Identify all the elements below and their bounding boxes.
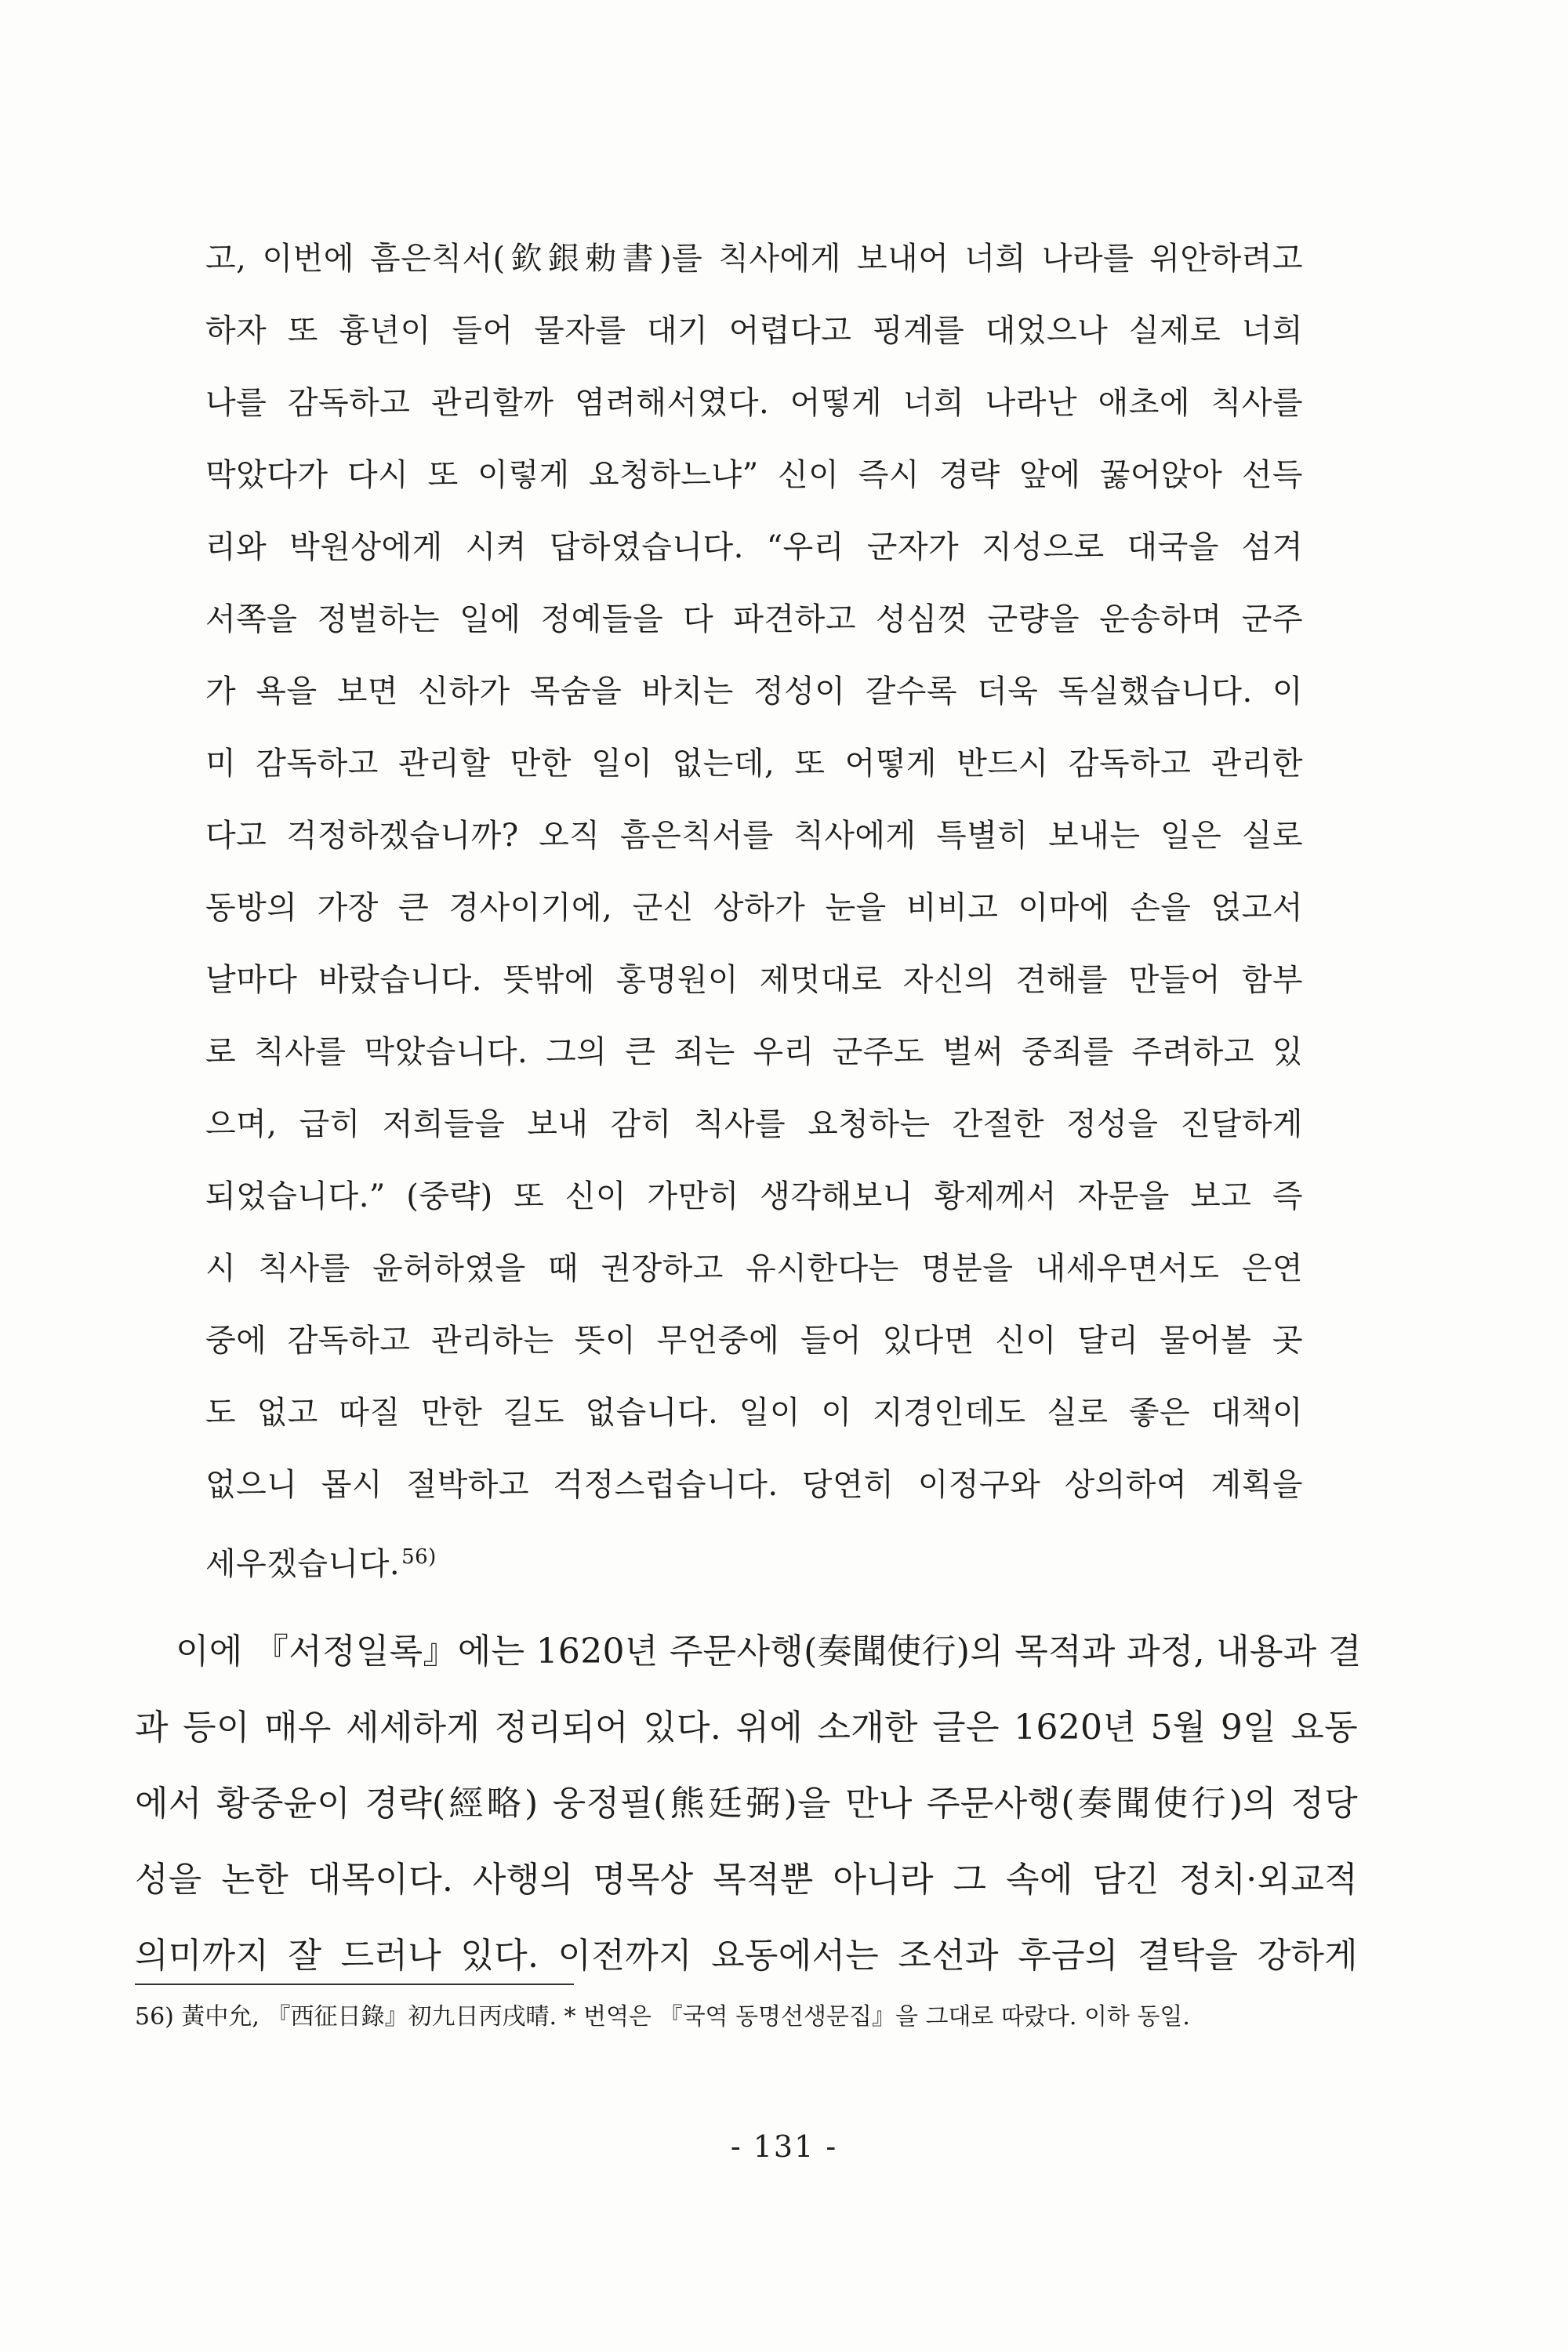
quote-line: 나를 감독하고 관리할까 염려해서였다. 어떻게 너희 나라난 애초에 칙사를 [205, 385, 1303, 421]
quote-line: 으며, 급히 저희들을 보내 감히 칙사를 요청하는 간절한 정성을 진달하게 [205, 1106, 1303, 1142]
quote-line: 다고 걱정하겠습니까? 오직 흠은칙서를 칙사에게 특별히 보내는 일은 실로 [205, 818, 1303, 854]
quote-line: 고, 이번에 흠은칙서(欽銀勅書)를 칙사에게 보내어 너희 나라를 위안하려고 [205, 241, 1303, 277]
paragraph-line: 과 등이 매우 세세하게 정리되어 있다. 위에 소개한 글은 1620년 5월 9일 요동 [135, 1708, 1358, 1748]
body-paragraph [135, 1613, 1362, 1994]
quote-line: 없으니 몹시 절박하고 걱정스럽습니다. 당연히 이정구와 상의하여 계획을 [205, 1467, 1303, 1503]
quote-line: 서쪽을 정벌하는 일에 정예들을 다 파견하고 성심껏 군량을 운송하며 군주 [205, 601, 1303, 637]
quote-line: 날마다 바랐습니다. 뜻밖에 홍명원이 제멋대로 자신의 견해를 만들어 함부 [205, 962, 1303, 998]
quote-line: 막았다가 다시 또 이렇게 요청하느냐” 신이 즉시 경략 앞에 꿇어앉아 선득 [205, 457, 1303, 493]
quote-line: 동방의 가장 큰 경사이기에, 군신 상하가 눈을 비비고 이마에 손을 얹고서 [205, 890, 1303, 926]
footnote: 56) 黃中允, 『西征日錄』初九日丙戌晴. * 번역은 『국역 동명선생문집』을 그대로 따랐다. 이하 동일. [135, 2003, 1190, 2031]
footnote-reference[interactable]: 56) [401, 1545, 437, 1569]
quote-line: 도 없고 따질 만한 길도 없습니다. 일이 이 지경인데도 실로 좋은 대책이 [205, 1395, 1303, 1431]
paragraph-line: 에서 황중윤이 경략(經略) 웅정필(熊廷弼)을 만나 주문사행(奏聞使行)의 정당 [135, 1784, 1358, 1824]
page-number: - 131 - [730, 2129, 838, 2164]
paragraph-line: 이에 『서정일록』에는 1620년 주문사행(奏聞使行)의 목적과 과정, 내용과 결 [176, 1632, 1362, 1671]
quote-line: 미 감독하고 관리할 만한 일이 없는데, 또 어떻게 반드시 감독하고 관리한 [205, 746, 1303, 782]
quote-line-last [205, 1521, 1303, 1593]
paragraph-line: 성을 논한 대목이다. 사행의 명목상 목적뿐 아니라 그 속에 담긴 정치·외교적 [135, 1860, 1358, 1900]
quote-line: 가 욕을 보면 신하가 목숨을 바치는 정성이 갈수록 더욱 독실했습니다. 이 [205, 673, 1303, 710]
quote-line: 로 칙사를 막았습니다. 그의 큰 죄는 우리 군주도 벌써 중죄를 주려하고 있 [205, 1034, 1303, 1070]
block-quote [205, 223, 1303, 1593]
footnote-divider [135, 1984, 574, 1985]
quote-line: 되었습니다.” (중략) 또 신이 가만히 생각해보니 황제께서 자문을 보고 즉 [205, 1178, 1303, 1214]
quote-line-text: 세우겠습니다. [205, 1546, 401, 1582]
quote-line: 중에 감독하고 관리하는 뜻이 무언중에 들어 있다면 신이 달리 물어볼 곳 [205, 1323, 1303, 1359]
quote-line: 하자 또 흉년이 들어 물자를 대기 어렵다고 핑계를 대었으나 실제로 너희 [205, 313, 1303, 349]
quote-line: 시 칙사를 윤허하였을 때 권장하고 유시한다는 명분을 내세우면서도 은연 [205, 1250, 1303, 1287]
quote-line: 리와 박원상에게 시켜 답하였습니다. “우리 군자가 지성으로 대국을 섬겨 [205, 529, 1303, 565]
paragraph-line: 의미까지 잘 드러나 있다. 이전까지 요동에서는 조선과 후금의 결탁을 강하게 [135, 1936, 1358, 1976]
